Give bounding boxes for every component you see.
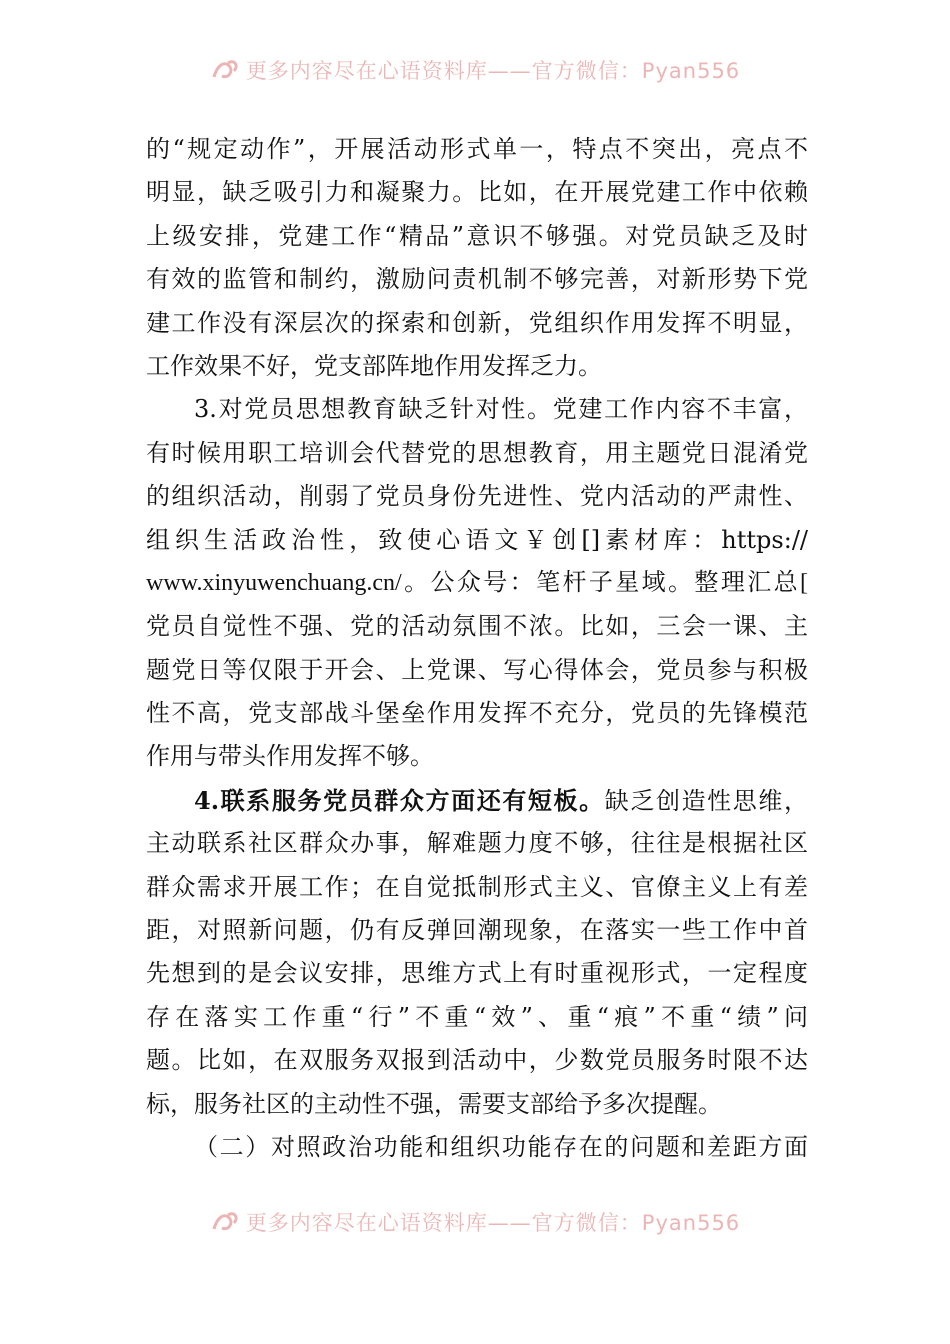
text-line: 作用与带头作用发挥不够。 [146, 742, 434, 771]
paragraph-2 [146, 388, 808, 779]
section-heading: 4.联系服务党员群众方面还有短板。 [194, 785, 605, 815]
text-span: 缺乏创造性思维， [604, 786, 808, 815]
text-line [146, 779, 808, 822]
text-line: 主动联系社区群众办事，解难题力度不够，往往是根据社区 [146, 829, 808, 858]
text-line: 存在落实工作重“行”不重“效”、重“痕”不重“绩”问 [146, 1002, 808, 1031]
text-line: 标，服务社区的主动性不强，需要支部给予多次提醒。 [146, 1089, 722, 1118]
document-body [146, 128, 808, 1169]
watermark-logo-icon [210, 1209, 240, 1235]
text-line: 有效的监管和制约，激励问责机制不够完善，对新形势下党 [146, 265, 808, 294]
text-line: www.xinyuwenchuang.cn/。公众号：笔杆子星域。整理汇总[ [146, 569, 808, 596]
paragraph-3 [146, 779, 808, 1126]
watermark-logo-icon [210, 57, 240, 83]
text-line: （二）对照政治功能和组织功能存在的问题和差距方面 [194, 1132, 808, 1161]
text-line: 组织生活政治性，致使心语文￥创[]素材库：https:// [146, 525, 808, 554]
watermark-text: 更多内容尽在心语资料库——官方微信：Pyan556 [245, 1211, 741, 1235]
text-line: 明显，缺乏吸引力和凝聚力。比如，在开展党建工作中依赖 [146, 178, 808, 207]
text-line: 工作效果不好，党支部阵地作用发挥乏力。 [146, 351, 602, 380]
text-line: 群众需求开展工作；在自觉抵制形式主义、官僚主义上有差 [146, 872, 808, 901]
text-line: 建工作没有深层次的探索和创新，党组织作用发挥不明显， [146, 308, 808, 337]
text-line: 题党日等仅限于开会、上党课、写心得体会，党员参与积极 [146, 655, 808, 684]
watermark-bottom [0, 1204, 950, 1240]
text-line: 上级安排，党建工作“精品”意识不够强。对党员缺乏及时 [146, 221, 808, 250]
text-line: 距，对照新问题，仍有反弹回潮现象，在落实一些工作中首 [146, 916, 808, 945]
text-line: 有时候用职工培训会代替党的思想教育，用主题党日混淆党 [146, 438, 808, 467]
paragraph-1 [146, 128, 808, 388]
text-line: 先想到的是会议安排，思维方式上有时重视形式，一定程度 [146, 959, 808, 988]
text-line: 题。比如，在双服务双报到活动中，少数党员服务时限不达 [146, 1046, 808, 1075]
watermark-text: 更多内容尽在心语资料库——官方微信：Pyan556 [245, 59, 741, 83]
text-line: 3.对党员思想教育缺乏针对性。党建工作内容不丰富， [194, 395, 808, 424]
paragraph-4 [146, 1126, 808, 1169]
text-line: 的组织活动，削弱了党员身份先进性、党内活动的严肃性、 [146, 482, 808, 511]
text-line: 的“规定动作”，开展活动形式单一，特点不突出，亮点不 [146, 135, 808, 163]
text-line: 党员自觉性不强、党的活动氛围不浓。比如，三会一课、主 [146, 612, 808, 641]
watermark-top [0, 52, 950, 88]
text-line: 性不高，党支部战斗堡垒作用发挥不充分，党员的先锋模范 [146, 699, 808, 728]
